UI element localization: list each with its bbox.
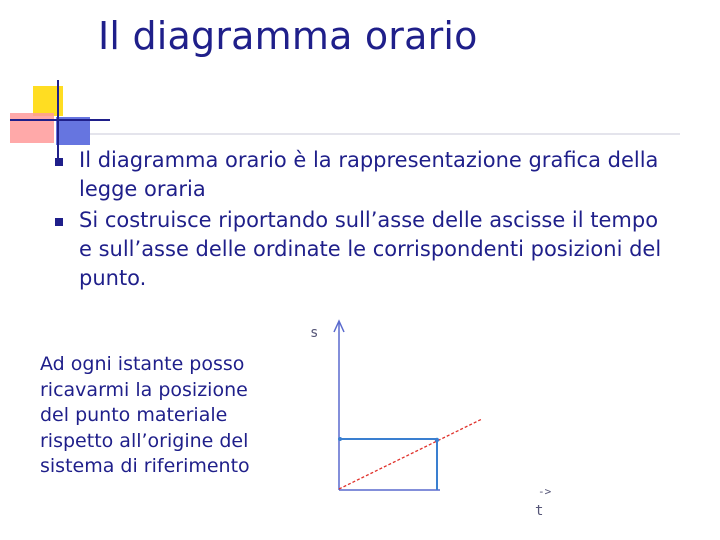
note-line: del punto materiale — [40, 404, 228, 426]
axis-point-marker — [338, 437, 342, 441]
time-law-graph — [300, 312, 560, 527]
bullet-list — [50, 146, 670, 293]
x-arrow-label: -> — [538, 485, 552, 498]
note-line: sistema di riferimento — [40, 455, 250, 477]
note-line: ricavarmi la posizione — [40, 378, 248, 401]
bullet-item — [50, 206, 670, 293]
point-marker — [435, 438, 439, 442]
deco-pink-bar — [10, 113, 54, 143]
deco-blue-square — [56, 117, 90, 145]
time-law-line — [339, 419, 482, 489]
x-axis-label: t — [535, 503, 544, 519]
bullet-text: Si costruisce riportando sull’asse delle ascisse il tempo e sull’asse delle ordinate le corrispondenti posizioni del punto. — [79, 208, 662, 290]
square-bullet-icon — [55, 158, 63, 166]
y-axis-label: s — [310, 325, 319, 341]
note-line: Ad ogni istante posso — [40, 353, 245, 375]
bullet-item — [50, 146, 670, 204]
note-text-block — [40, 352, 290, 480]
square-bullet-icon — [55, 218, 63, 226]
slide-title: Il diagramma orario — [98, 14, 478, 58]
bullet-text: Il diagramma orario è la rappresentazione grafica della legge oraria — [79, 148, 659, 201]
note-line: rispetto all’origine del — [40, 429, 249, 452]
